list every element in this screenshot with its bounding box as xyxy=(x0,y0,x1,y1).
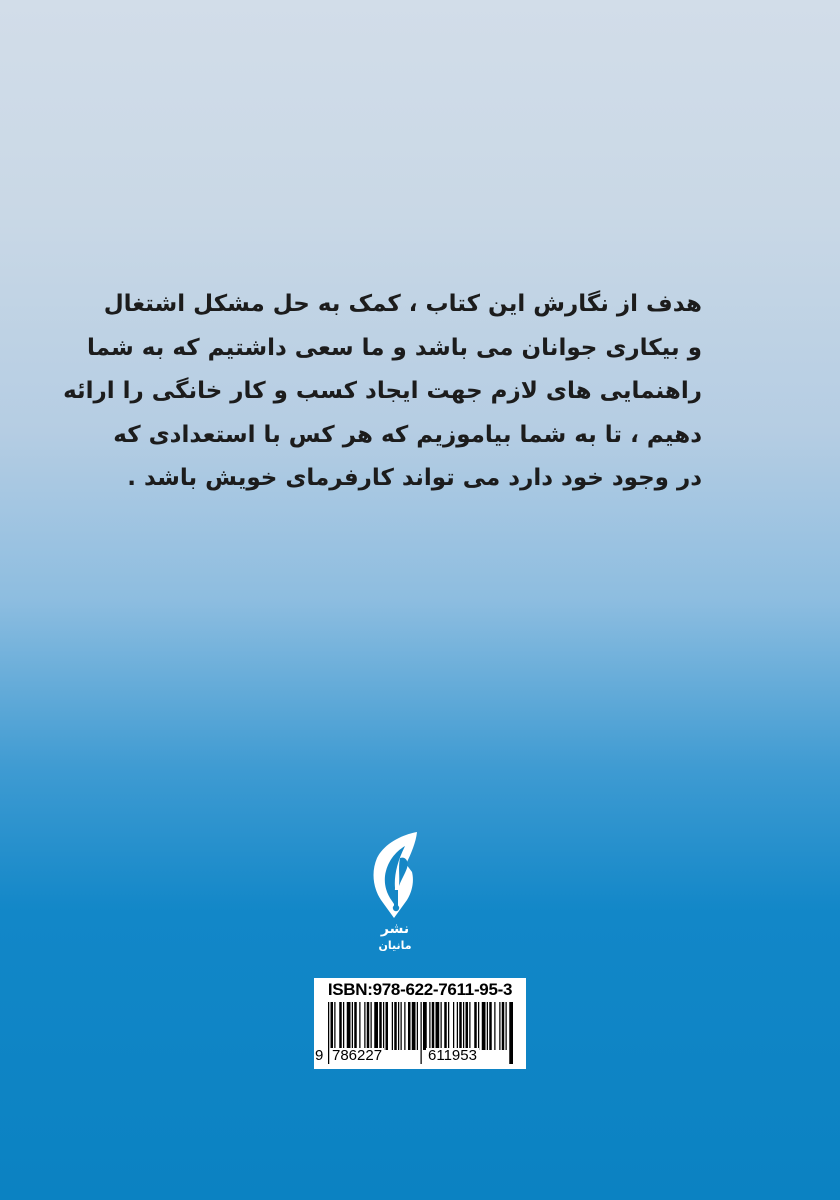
barcode-bar xyxy=(436,1002,440,1050)
barcode-bar xyxy=(489,1002,492,1050)
barcode-bar xyxy=(339,1002,342,1050)
barcode-bar xyxy=(364,1002,365,1050)
barcode-bar xyxy=(412,1002,416,1050)
isbn-barcode xyxy=(314,978,526,1069)
barcode-bar xyxy=(482,1002,486,1050)
barcode-bar xyxy=(453,1002,454,1050)
barcode-bar xyxy=(466,1002,469,1050)
barcode-bar xyxy=(367,1002,370,1050)
quill-pen-icon xyxy=(365,828,425,920)
barcode-bar xyxy=(343,1002,344,1050)
barcode-bar xyxy=(506,1002,507,1050)
barcode-bar xyxy=(404,1002,405,1050)
barcode-digit-first: 9 xyxy=(315,1047,324,1064)
barcode-bar xyxy=(354,1002,357,1050)
blurb-line-5: در وجود خود دارد می تواند کارفرمای خویش باشد . xyxy=(127,465,702,491)
barcode-bar xyxy=(444,1002,447,1050)
barcode-bar xyxy=(394,1002,397,1050)
barcode-bar xyxy=(359,1002,360,1050)
barcode-bar xyxy=(474,1002,477,1050)
barcode-bar xyxy=(459,1002,462,1050)
barcode-bar xyxy=(457,1002,458,1050)
barcode-bar xyxy=(371,1002,372,1050)
barcode-bar xyxy=(386,1002,389,1050)
barcode-bar xyxy=(379,1002,382,1050)
barcode-bar xyxy=(347,1002,351,1050)
barcode-bar xyxy=(423,1002,427,1050)
barcode-bar xyxy=(509,1002,513,1064)
blurb-line-1: هدف از نگارش این کتاب ، کمک به حل مشکل اشتغال xyxy=(103,291,702,317)
isbn-label: ISBN:978-622-7611-95-3 xyxy=(327,980,513,999)
barcode-bar xyxy=(374,1002,378,1050)
barcode-bar xyxy=(478,1002,479,1050)
logo-word-publisher: نشر xyxy=(380,921,410,937)
blurb-line-3: راهنمایی های لازم جهت ایجاد کسب و کار خانگی را ارائه xyxy=(63,378,702,404)
publisher-logo xyxy=(365,828,425,958)
barcode-bar xyxy=(352,1002,353,1050)
barcode-bar xyxy=(499,1002,500,1050)
blurb-text xyxy=(63,283,702,501)
barcode-bar xyxy=(334,1002,335,1050)
barcode-bar xyxy=(494,1002,495,1050)
barcode-bar xyxy=(429,1002,430,1050)
barcode-bar xyxy=(502,1002,505,1050)
barcode-bar xyxy=(432,1002,435,1050)
barcode-digits-left: 786227 xyxy=(332,1047,383,1064)
barcode-bar xyxy=(448,1002,449,1050)
barcode-bar xyxy=(421,1002,422,1064)
blurb-line-4: دهیم ، تا به شما بیاموزیم که هر کس با استعدادی که xyxy=(113,421,702,448)
barcode-bar xyxy=(383,1002,384,1050)
logo-word-name: مانیان xyxy=(378,939,412,952)
barcode-bar xyxy=(392,1002,393,1050)
barcode-bar xyxy=(487,1002,488,1050)
barcode-digits-right: 611953 xyxy=(428,1047,477,1064)
barcode-bar xyxy=(401,1002,402,1050)
barcode-bar xyxy=(441,1002,442,1050)
barcode-bar xyxy=(463,1002,464,1050)
barcode-bar xyxy=(417,1002,418,1050)
barcode-bar xyxy=(398,1002,399,1050)
blurb-line-2: و بیکاری جوانان می باشد و ما سعی داشتیم که به شما xyxy=(87,334,702,361)
barcode-bar xyxy=(469,1002,470,1050)
barcode-bar xyxy=(408,1002,411,1050)
